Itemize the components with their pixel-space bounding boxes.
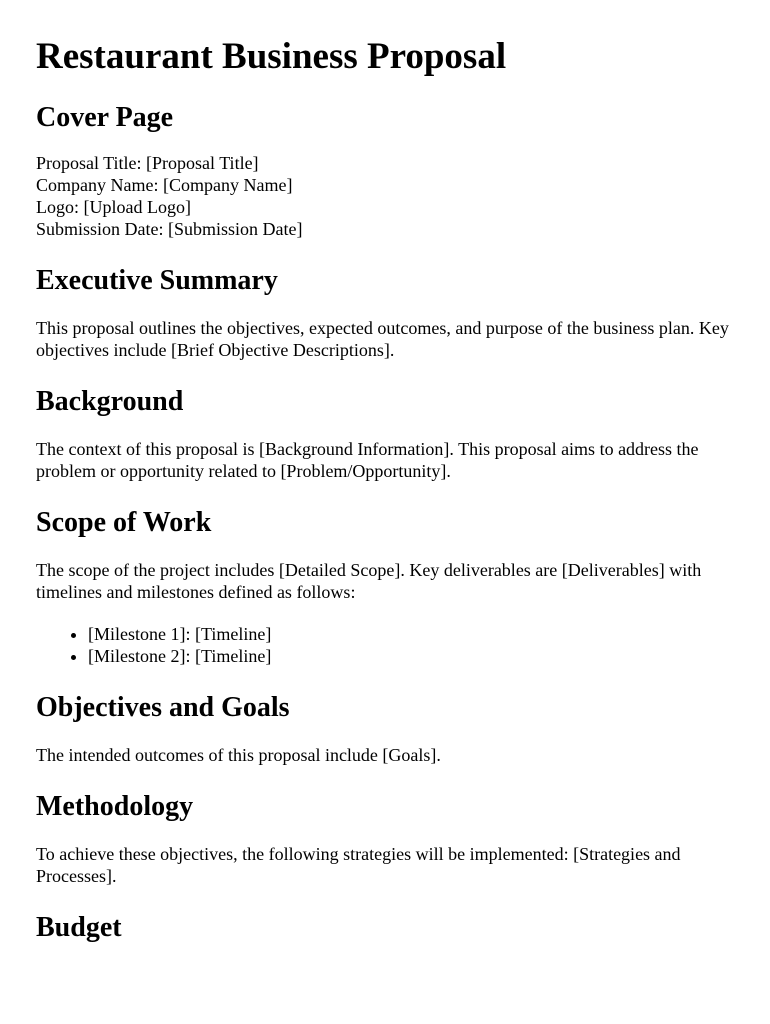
objectives-text: The intended outcomes of this proposal include [Goals]. [36, 745, 441, 765]
objectives-section [36, 692, 734, 766]
cover-section [36, 102, 734, 240]
scope-heading: Scope of Work [36, 507, 212, 538]
list-item: • [Milestone 1]: [Timeline] [88, 623, 734, 645]
executive-summary-text: This proposal outlines the objectives, expected outcomes, and purpose of the business plan. Key objectives include [Brief Objective Descriptions]. [36, 318, 729, 360]
background-text: The context of this proposal is [Background Information]. This proposal aims to address the problem or opportunity related to [Problem/Opportunity]. [36, 439, 699, 481]
methodology-heading: Methodology [36, 791, 194, 822]
cover-company-name: Company Name: [Company Name] [36, 175, 293, 195]
executive-summary-section [36, 265, 734, 361]
objectives-heading: Objectives and Goals [36, 692, 290, 723]
executive-summary-heading: Executive Summary [36, 265, 278, 296]
scope-text: The scope of the project includes [Detailed Scope]. Key deliverables are [Deliverables] with timelines and milestones defined as follows: [36, 560, 702, 602]
budget-section [36, 912, 734, 944]
budget-heading: Budget [36, 912, 122, 943]
background-section [36, 386, 734, 482]
cover-details [36, 152, 734, 240]
cover-submission-date: Submission Date: [Submission Date] [36, 219, 303, 239]
document-title: Restaurant Business Proposal [36, 36, 507, 77]
cover-proposal-title: Proposal Title: [Proposal Title] [36, 153, 259, 173]
methodology-text: To achieve these objectives, the following strategies will be implemented: [Strategies and Processes]. [36, 844, 681, 886]
methodology-section [36, 791, 734, 887]
cover-logo: Logo: [Upload Logo] [36, 197, 191, 217]
cover-heading: Cover Page [36, 102, 174, 133]
scope-section [36, 507, 734, 667]
list-item: • [Milestone 2]: [Timeline] [88, 645, 734, 667]
milestone-list [36, 623, 734, 667]
background-heading: Background [36, 386, 184, 417]
